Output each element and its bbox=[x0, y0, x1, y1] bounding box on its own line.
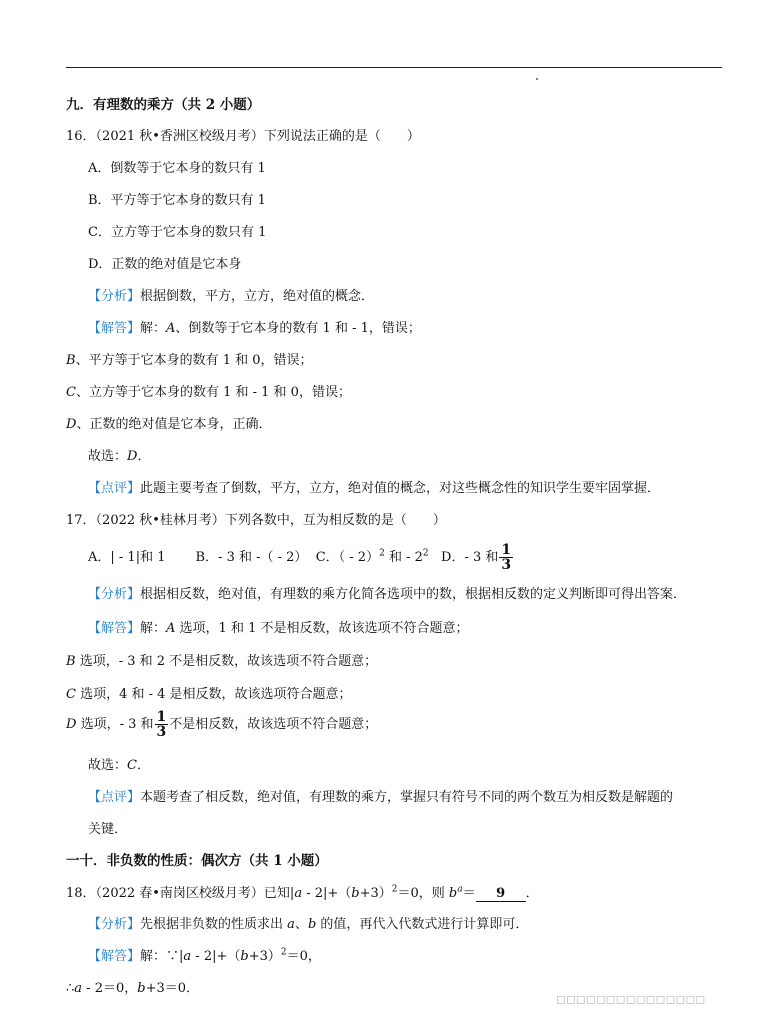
q16-option-a: A．倒数等于它本身的数只有 1 bbox=[88, 161, 266, 176]
q17-solution: 【解答】解：A 选项，1 和 1 不是相反数，故该选项不符合题意； bbox=[88, 621, 469, 636]
q17-solution-d: D 选项，- 3 和 $\frac{1}{3}$ 不是相反数，故该选项不符合题意； bbox=[66, 709, 378, 740]
q16-option-b: B．平方等于它本身的数只有 1 bbox=[88, 193, 266, 208]
header-rule bbox=[66, 67, 722, 68]
solution-tag: 【解答】 bbox=[88, 321, 141, 336]
answer-blank: 9 bbox=[476, 886, 526, 902]
scan-dot bbox=[536, 78, 538, 80]
fraction-one-third: $\frac{1}{3}$ bbox=[501, 542, 512, 573]
q17-option-b: B．- 3 和 -（ - 2） bbox=[195, 550, 308, 565]
q16-option-d: D．正数的绝对值是它本身 bbox=[88, 257, 242, 272]
comment-tag: 【点评】 bbox=[88, 790, 141, 805]
q17-option-a: A．| - 1|和 1 bbox=[88, 550, 166, 565]
question-17-stem: 17．（2022 秋•桂林月考）下列各数中，互为相反数的是（ ） bbox=[66, 513, 446, 528]
question-18-stem: 18．（2022 春•南岗区校级月考）已知$|a - 2|+(b+3)^2=0$，则 $b^a= 9$ ． bbox=[66, 884, 539, 901]
q17-option-d: D．- 3 和 $\frac{1}{3}$ bbox=[441, 542, 512, 573]
q16-option-c: C．立方等于它本身的数只有 1 bbox=[88, 225, 267, 240]
q16-solution-b: B、平方等于它本身的数有 1 和 0，错误； bbox=[66, 353, 313, 368]
q18-analysis: 【分析】先根据非负数的性质求出 a、b 的值，再代入代数式进行计算即可． bbox=[88, 917, 529, 932]
q17-solution-b: B 选项，- 3 和 2 不是相反数，故该选项不符合题意； bbox=[66, 654, 378, 669]
q18-solution-cont: ∴a - 2＝0，b+3＝0． bbox=[66, 981, 200, 996]
analysis-tag: 【分析】 bbox=[88, 289, 141, 304]
fraction-one-third: $\frac{1}{3}$ bbox=[156, 709, 167, 740]
q17-options bbox=[88, 543, 514, 572]
q17-comment: 【点评】本题考查了相反数，绝对值，有理数的乘方，掌握只有符号不同的两个数互为相反数是解题的 bbox=[88, 790, 674, 805]
analysis-tag: 【分析】 bbox=[88, 917, 141, 932]
q17-comment-cont: 关键． bbox=[88, 822, 128, 837]
q16-solution: 【解答】解：A、倒数等于它本身的数有 1 和 - 1，错误； bbox=[88, 321, 421, 336]
solution-tag: 【解答】 bbox=[88, 949, 141, 964]
section-title: 一十．非负数的性质：偶次方（共 1 小题） bbox=[66, 853, 328, 869]
q17-choose: 故选：C． bbox=[88, 758, 150, 773]
q18-solution: 【解答】解：∵|a - $2|+(b+3)^2=0$， bbox=[88, 947, 321, 964]
analysis-tag: 【分析】 bbox=[88, 587, 141, 602]
q16-solution-d: D、正数的绝对值是它本身，正确． bbox=[66, 417, 272, 432]
question-16-stem: 16．（2021 秋•香洲区校级月考）下列说法正确的是（ ） bbox=[66, 129, 420, 144]
q16-analysis: 【分析】根据倒数，平方，立方，绝对值的概念． bbox=[88, 289, 375, 304]
q17-analysis: 【分析】根据相反数，绝对值，有理数的乘方化简各选项中的数，根据相反数的定义判断即可得出答案． bbox=[88, 587, 687, 602]
solution-tag: 【解答】 bbox=[88, 621, 141, 636]
q16-solution-c: C、立方等于它本身的数有 1 和 - 1 和 0，错误； bbox=[66, 385, 351, 400]
q16-choose: 故选：D． bbox=[88, 449, 151, 464]
comment-tag: 【点评】 bbox=[88, 481, 141, 496]
watermark-icons: ◻◻◻◻◻◻◻◻◻◻◻◻◻◻◻ bbox=[556, 992, 706, 1006]
q17-solution-c: C 选项，4 和 - 4 是相反数，故该选项符合题意； bbox=[66, 687, 352, 702]
q17-option-c: C．（ - 2）$^2$ 和 - $2^2$ bbox=[315, 548, 429, 565]
q16-comment: 【点评】此题主要考查了倒数，平方，立方，绝对值的概念，对这些概念性的知识学生要牢固掌握． bbox=[88, 481, 661, 496]
section-title: 九．有理数的乘方（共 2 小题） bbox=[66, 97, 261, 113]
